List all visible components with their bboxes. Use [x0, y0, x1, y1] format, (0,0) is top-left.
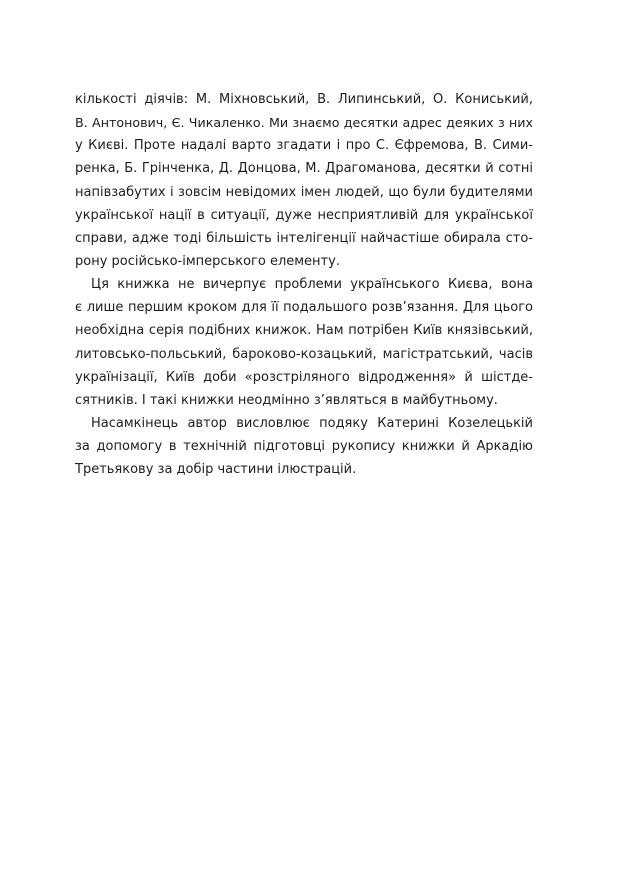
paragraph-2 [75, 273, 533, 412]
text-line: напівзабутих і зовсім невідомих імен людей, що були будителями [75, 184, 533, 200]
text-line: Ця книжка не вичерпує проблеми українського Києва, вона [91, 277, 533, 293]
text-line: рону російсько-імперського елементу. [75, 253, 340, 269]
text-line: Третьякову за добір частини ілюстрацій. [75, 462, 357, 478]
text-line: українізації, Київ доби «розстріляного відродження» й шістде- [75, 369, 533, 385]
text-line: сятників. І такі книжки неодмінно з’являться в майбутньому. [75, 392, 498, 408]
text-line: справи, адже тоді більшість інтелігенції найчастіше обирала сто- [75, 230, 533, 246]
text-line: у Києві. Проте надалі варто згадати і про С. Єфремова, В. Сими- [75, 138, 533, 154]
paragraph-1 [75, 88, 533, 273]
paragraph-3 [75, 412, 533, 481]
text-line: Насамкінець автор висловлює подяку Катерині Козелецькій [91, 415, 533, 431]
text-line: за допомогу в технічній підготовці рукопису книжки й Аркадію [75, 439, 533, 455]
text-line: ренка, Б. Грінченка, Д. Донцова, М. Драгоманова, десятки й сотні [75, 161, 533, 177]
text-line: необхідна серія подібних книжок. Нам потрібен Київ князівський, [75, 323, 533, 339]
text-line: В. Антонович, Є. Чикаленко. Ми знаємо десятки адрес деяких з них [75, 115, 533, 131]
body-text [75, 88, 533, 481]
text-line: кількості діячів: М. Міхновський, В. Липинський, О. Кониський, [75, 92, 533, 107]
text-line: української нації в ситуації, дуже несприятливій для української [75, 207, 533, 223]
text-line: є лише першим кроком для її подальшого розв’язання. Для цього [75, 300, 533, 316]
text-line: литовсько-польський, бароково-козацький, магістратський, часів [75, 346, 533, 362]
